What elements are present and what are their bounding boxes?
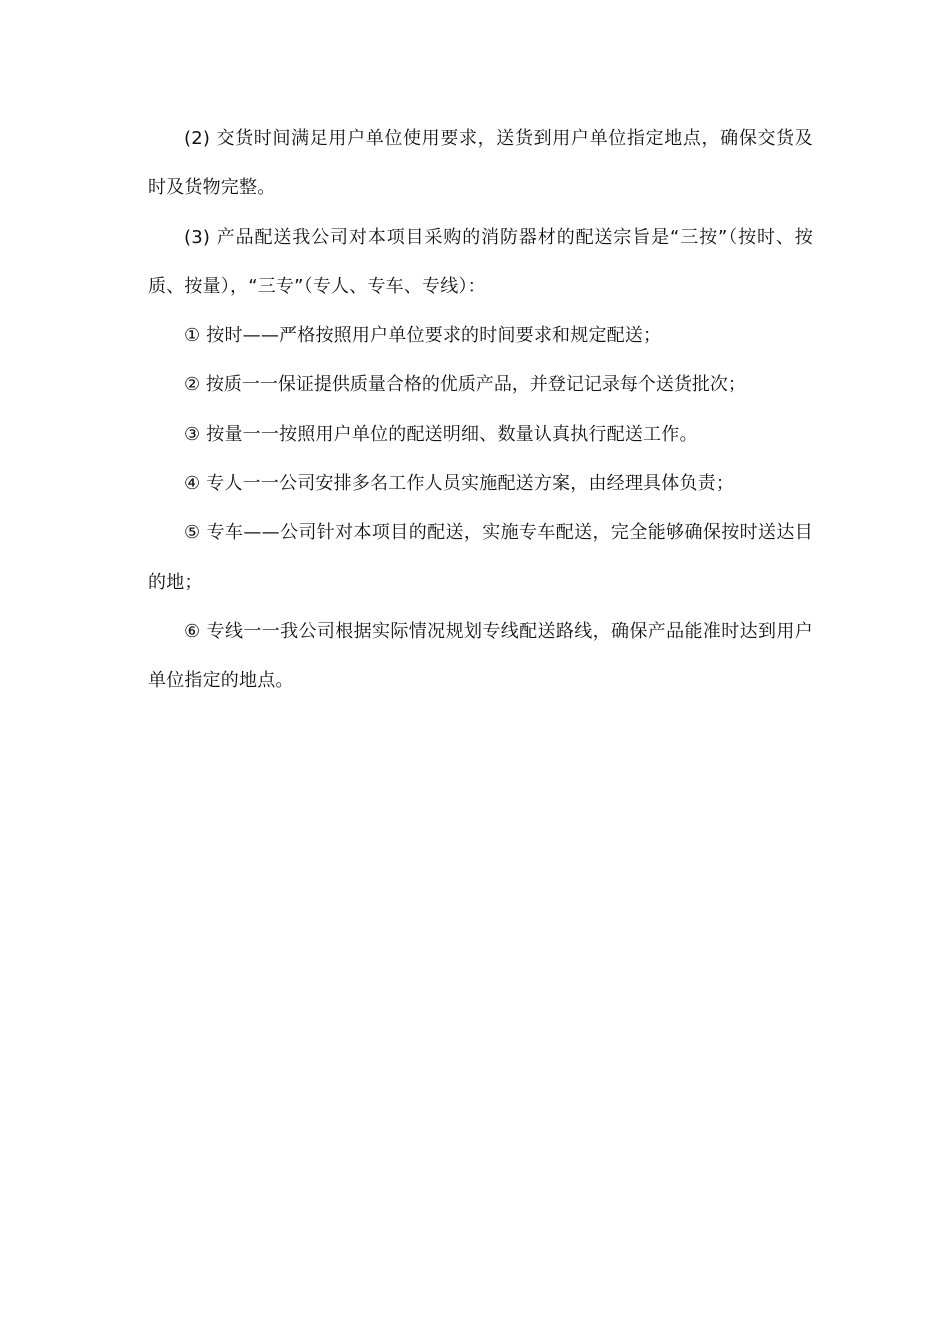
list-item-dedicated-route: ⑥ 专线一一我公司根据实际情况规划专线配送路线，确保产品能准时达到用户单位指定的地点。 (148, 620, 813, 692)
paragraph-delivery-policy: (3) 产品配送我公司对本项目采购的消防器材的配送宗旨是“三按”（按时、按质、按量），“三专”（专人、专车、专线）： (148, 226, 813, 297)
paragraph-delivery-time: (2) 交货时间满足用户单位使用要求，送货到用户单位指定地点，确保交货及时及货物完整。 (148, 128, 813, 199)
list-item-quality: ② 按质一一保证提供质量合格的优质产品，并登记记录每个送货批次； (184, 374, 746, 396)
list-item-quantity: ③ 按量一一按照用户单位的配送明细、数量认真执行配送工作。 (184, 423, 698, 445)
document-body (148, 114, 813, 706)
list-item-on-time: ① 按时——严格按照用户单位要求的时间要求和规定配送； (184, 325, 662, 347)
list-item-dedicated-staff: ④ 专人一一公司安排多名工作人员实施配送方案，由经理具体负责； (184, 473, 735, 495)
list-item-dedicated-vehicle: ⑤ 专车——公司针对本项目的配送，实施专车配送，完全能够确保按时送达目的地； (148, 522, 813, 593)
